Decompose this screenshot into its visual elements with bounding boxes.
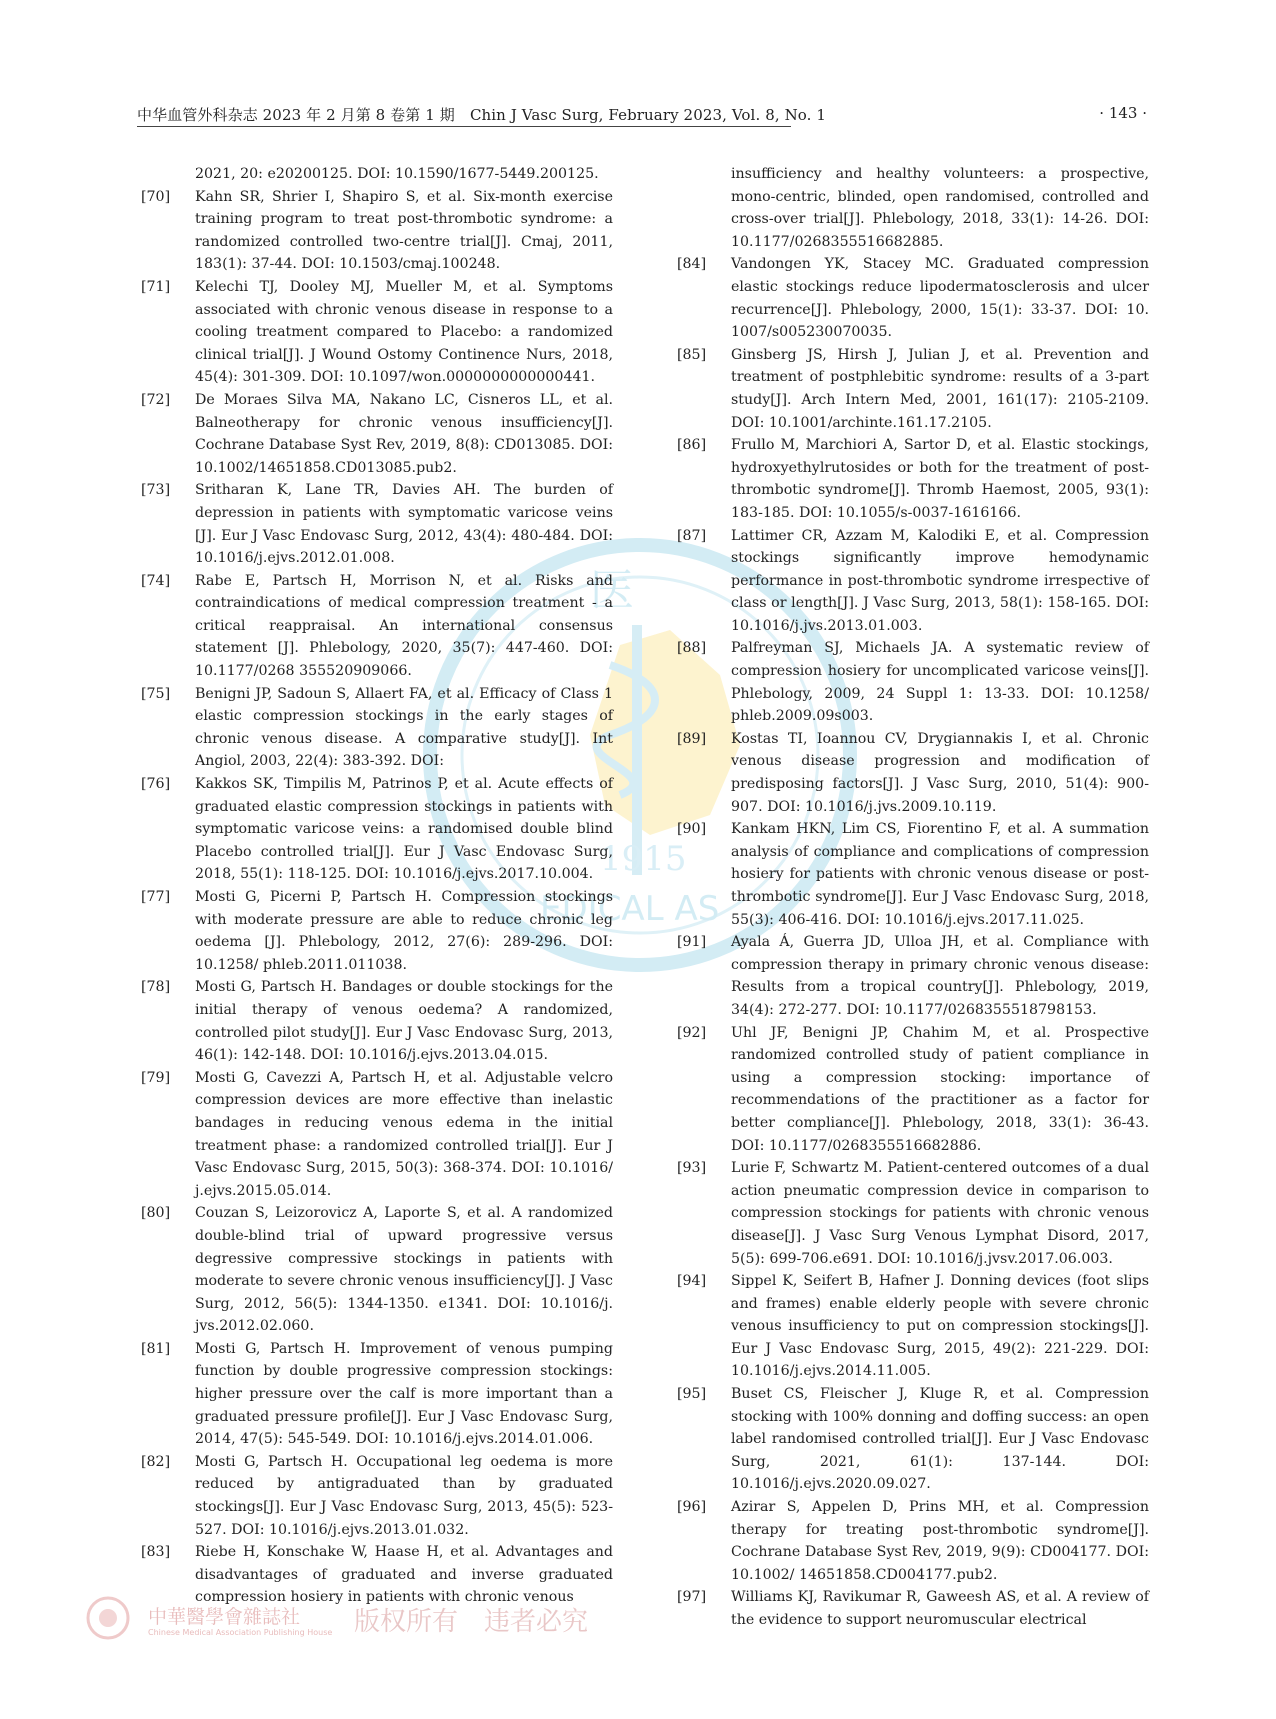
reference-number: [77]	[141, 889, 171, 905]
publisher-name-cn: 中華醫學會雜誌社	[148, 1606, 301, 1628]
reference-text: Kakkos SK, Timpilis M, Patrinos P, et al. Acute effects of graduated elastic compression stockings in patients with symptomatic varicose veins: a randomised double blind Placebo controlled trial[J]. Eur J Vasc Endovasc Surg, 2018, 55(1): 118-125. DOI: 10.1016/j.ejvs.2017.10.004.	[195, 776, 613, 883]
reference-text: Buset CS, Fleischer J, Kluge R, et al. Compression stocking with 100% donning and doffing success: an open label randomised controlled trial[J]. Eur J Vasc Endovasc Surg, 2021, 61(1): 137-144. DOI: 10.1016/j.ejvs.2020.09.027.	[731, 1386, 1149, 1493]
reference-text: Uhl JF, Benigni JP, Chahim M, et al. Prospective randomized controlled study of patient compliance in using a compression stocking: importance of recommendations of the practitioner as a factor for better compliance[J]. Phlebology, 2018, 33(1): 36-43. DOI: 10.1177/0268355516682886.	[731, 1024, 1149, 1154]
reference-number: [70]	[141, 188, 171, 205]
reference-text: Mosti G, Picerni P, Partsch H. Compression stockings with moderate pressure are able to reduce chronic leg oedema [J]. Phlebology, 2012, 27(6): 289-296. DOI: 10.1258/ phleb.2011.011038.	[195, 889, 613, 973]
reference-item	[141, 1451, 613, 1541]
reference-text: Kelechi TJ, Dooley MJ, Mueller M, et al. Symptoms associated with chronic venous disease in response to a cooling treatment compared to Placebo: a randomized clinical trial[J]. J Wound Ostomy Continence Nurs, 2018, 45(4): 301-309. DOI: 10.1097/won.0000000000000441.	[195, 278, 613, 386]
references-left-column	[141, 163, 613, 1609]
reference-text: Sippel K, Seifert B, Hafner J. Donning devices (foot slips and frames) enable elderly people with severe chronic venous insufficiency to put on compression stockings[J]. Eur J Vasc Endovasc Surg, 2015, 49(2): 221-229. DOI: 10.1016/j.ejvs.2014.11.005.	[731, 1273, 1149, 1380]
reference-text: insufficiency and healthy volunteers: a prospective, mono-centric, blinded, open randomised, controlled and cross-over trial[J]. Phlebology, 2018, 33(1): 14-26. DOI: 10.1177/0268355516682885.	[731, 166, 1149, 250]
reference-item	[141, 1067, 613, 1203]
reference-item	[677, 434, 1149, 524]
reference-number: [87]	[677, 527, 707, 544]
reference-number: [80]	[141, 1205, 171, 1222]
running-header	[137, 104, 1147, 128]
reference-number: [92]	[677, 1024, 707, 1041]
reference-text: Benigni JP, Sadoun S, Allaert FA, et al. Efficacy of Class 1 elastic compression stockings in the early stages of chronic venous disease. A comparative study[J]. Int Angiol, 2003, 22(4): 383-392. DOI:	[195, 685, 613, 770]
journal-citation: 中华血管外科杂志 2023 年 2 月第 8 卷第 1 期 Chin J Vasc Surg, February 2023, Vol. 8, No. 1	[137, 106, 827, 124]
reference-text: Azirar S, Appelen D, Prins MH, et al. Compression therapy for treating post-thrombotic syndrome[J]. Cochrane Database Syst Rev, 2019, 9(9): CD004177. DOI: 10.1002/ 14651858.CD004177.pub2.	[731, 1499, 1149, 1583]
reference-item	[141, 1202, 613, 1338]
reference-number: [89]	[677, 730, 707, 747]
reference-text: Mosti G, Cavezzi A, Partsch H, et al. Adjustable velcro compression devices are more effective than inelastic bandages in reducing venous edema in the initial treatment phase: a randomized controlled trial[J]. Eur J Vasc Endovasc Surg, 2015, 50(3): 368-374. DOI: 10.1016/ j.ejvs.2015.05.014.	[195, 1069, 613, 1199]
reference-number: [91]	[677, 934, 707, 951]
reference-text: Williams KJ, Ravikumar R, Gaweesh AS, et al. A review of the evidence to support neuromuscular electrical	[731, 1589, 1149, 1628]
reference-number: [72]	[141, 391, 171, 408]
reference-text: Vandongen YK, Stacey MC. Graduated compression elastic stockings reduce lipodermatosclerosis and ulcer recurrence[J]. Phlebology, 2000, 15(1): 33-37. DOI: 10. 1007/s005230070035.	[731, 256, 1149, 341]
publisher-logo-icon	[86, 1596, 130, 1640]
reference-text: Kahn SR, Shrier I, Shapiro S, et al. Six-month exercise training program to treat post-thrombotic syndrome: a randomized controlled two-centre trial[J]. Cmaj, 2011, 183(1): 37-44. DOI: 10.1503/cmaj.100248.	[195, 188, 613, 273]
reference-item	[141, 570, 613, 683]
reference-item	[677, 931, 1149, 1021]
reference-text: Ayala Á, Guerra JD, Ulloa JH, et al. Compliance with compression therapy in primary chronic venous disease: Results from a tropical country[J]. Phlebology, 2019, 34(4): 272-277. DOI: 10.1177/0268355518798153.	[731, 934, 1149, 1018]
reference-text: Couzan S, Leizorovicz A, Laporte S, et al. A randomized double-blind trial of upward progressive versus degressive compressive stockings in patients with moderate to severe chronic venous insufficiency[J]. J Vasc Surg, 2012, 56(5): 1344-1350. e1341. DOI: 10.1016/j. jvs.2012.02.060.	[195, 1205, 613, 1335]
reference-item	[677, 728, 1149, 818]
reference-number: [90]	[677, 821, 707, 838]
reference-text: Lurie F, Schwartz M. Patient-centered outcomes of a dual action pneumatic compression device in comparison to compression stockings for patients with chronic venous disease[J]. J Vasc Surg Venous Lymphat Disord, 2017, 5(5): 699-706.e691. DOI: 10.1016/j.jvsv.2017.06.003.	[731, 1160, 1149, 1267]
reference-item	[677, 163, 1149, 253]
reference-item	[677, 637, 1149, 727]
reference-text: Mosti G, Partsch H. Improvement of venous pumping function by double progressive compression stockings: higher pressure over the calf is more important than a graduated pressure profile[J]. Eur J Vasc Endovasc Surg, 2014, 47(5): 545-549. DOI: 10.1016/j.ejvs.2014.01.006.	[195, 1340, 613, 1448]
page-number: · 143 ·	[1099, 104, 1147, 122]
seal-year: 1915	[600, 839, 687, 879]
reference-text: Mosti G, Partsch H. Bandages or double stockings for the initial therapy of venous oedema? A randomized, controlled pilot study[J]. Eur J Vasc Endovasc Surg, 2013, 46(1): 142-148. DOI: 10.1016/j.ejvs.2013.04.015.	[195, 979, 613, 1064]
reference-item	[677, 1157, 1149, 1270]
reference-number: [86]	[677, 437, 707, 454]
reference-number: [94]	[677, 1273, 707, 1290]
copyright-notice: 版权所有 违者必究	[354, 1607, 589, 1637]
reference-item	[677, 344, 1149, 434]
reference-text: Rabe E, Partsch H, Morrison N, et al. Risks and contraindications of medical compression treatment - a critical reappraisal. An international consensus statement [J]. Phlebology, 2020, 35(7): 447-460. DOI: 10.1177/0268 355520909066.	[195, 572, 613, 680]
reference-number: [95]	[677, 1386, 707, 1403]
reference-item	[141, 479, 613, 569]
reference-item	[141, 186, 613, 276]
reference-number: [78]	[141, 979, 171, 996]
reference-number: [81]	[141, 1340, 171, 1357]
reference-number	[677, 163, 731, 253]
reference-number: [85]	[677, 346, 707, 363]
seal-bottom-text: EDICAL AS	[540, 889, 720, 929]
reference-number: [96]	[677, 1499, 707, 1516]
reference-item	[677, 1383, 1149, 1496]
reference-text: Ginsberg JS, Hirsh J, Julian J, et al. Prevention and treatment of postphlebitic syndrome: results of a 3-part study[J]. Arch Intern Med, 2001, 161(17): 2105-2109. DOI: 10.1001/archinte.161.17.2105.	[731, 346, 1149, 431]
reference-item	[677, 1586, 1149, 1631]
reference-text: Palfreyman SJ, Michaels JA. A systematic review of compression hosiery for uncomplicated varicose veins[J]. Phlebology, 2009, 24 Suppl 1: 13-33. DOI: 10.1258/ phleb.2009.09s003.	[731, 640, 1149, 725]
reference-number: [75]	[141, 685, 171, 702]
reference-item	[141, 683, 613, 773]
reference-number: [82]	[141, 1453, 171, 1470]
header-underline	[137, 126, 791, 127]
reference-item	[141, 886, 613, 976]
reference-text: Lattimer CR, Azzam M, Kalodiki E, et al. Compression stockings significantly improve hemodynamic performance in post-thrombotic syndrome irrespective of class or length[J]. J Vasc Surg, 2013, 58(1): 158-165. DOI: 10.1016/j.jvs.2013.01.003.	[731, 527, 1149, 634]
reference-item	[141, 1338, 613, 1451]
reference-text: Kankam HKN, Lim CS, Fiorentino F, et al. A summation analysis of compliance and complications of compression hosiery for patients with chronic venous disease or post-thrombotic syndrome[J]. Eur J Vasc Endovasc Surg, 2018, 55(3): 406-416. DOI: 10.1016/j.ejvs.2017.11.025.	[731, 821, 1149, 928]
reference-item	[141, 163, 613, 186]
seal-character: 医	[590, 565, 634, 616]
reference-number: [97]	[677, 1589, 707, 1606]
reference-item	[677, 1270, 1149, 1383]
reference-number: [88]	[677, 640, 707, 657]
publisher-watermark	[86, 1596, 606, 1644]
reference-item	[677, 1022, 1149, 1158]
reference-number: [93]	[677, 1160, 707, 1177]
reference-text: 2021, 20: e20200125. DOI: 10.1590/1677-5449.200125.	[195, 166, 599, 182]
reference-text: Kostas TI, Ioannou CV, Drygiannakis I, et al. Chronic venous disease progression and modification of predisposing factors[J]. J Vasc Surg, 2010, 51(4): 900-907. DOI: 10.1016/j.jvs.2009.10.119.	[731, 730, 1149, 815]
references-right-column	[677, 163, 1149, 1632]
reference-number	[141, 163, 195, 186]
reference-number: [84]	[677, 256, 707, 273]
reference-text: Mosti G, Partsch H. Occupational leg oedema is more reduced by antigraduated than by graduated stockings[J]. Eur J Vasc Endovasc Surg, 2013, 45(5): 523-527. DOI: 10.1016/j.ejvs.2013.01.032.	[195, 1453, 613, 1538]
reference-number: [74]	[141, 572, 171, 589]
reference-text: Sritharan K, Lane TR, Davies AH. The burden of depression in patients with symptomatic varicose veins [J]. Eur J Vasc Endovasc Surg, 2012, 43(4): 480-484. DOI: 10.1016/j.ejvs.2012.01.008.	[195, 482, 613, 567]
publisher-name-en: Chinese Medical Association Publishing House	[148, 1628, 333, 1637]
reference-item	[141, 976, 613, 1066]
reference-item	[677, 1496, 1149, 1586]
reference-text: Riebe H, Konschake W, Haase H, et al. Advantages and disadvantages of graduated and inverse graduated compression hosiery in patients with chronic venous	[195, 1544, 613, 1606]
reference-number: [79]	[141, 1069, 171, 1086]
reference-number: [76]	[141, 776, 171, 793]
reference-item	[141, 389, 613, 479]
reference-item	[677, 525, 1149, 638]
reference-item	[677, 818, 1149, 931]
reference-text: De Moraes Silva MA, Nakano LC, Cisneros LL, et al. Balneotherapy for chronic venous insufficiency[J]. Cochrane Database Syst Rev, 2019, 8(8): CD013085. DOI: 10.1002/14651858.CD013085.pub2.	[195, 391, 613, 476]
reference-item	[141, 276, 613, 389]
reference-number: [71]	[141, 278, 171, 295]
reference-number: [73]	[141, 482, 171, 499]
reference-item	[141, 773, 613, 886]
reference-text: Frullo M, Marchiori A, Sartor D, et al. Elastic stockings, hydroxyethylrutosides or both for the treatment of post-thrombotic syndrome[J]. Thromb Haemost, 2005, 93(1): 183-185. DOI: 10.1055/s-0037-1616166.	[731, 437, 1149, 521]
reference-number: [83]	[141, 1544, 171, 1561]
reference-item	[677, 253, 1149, 343]
